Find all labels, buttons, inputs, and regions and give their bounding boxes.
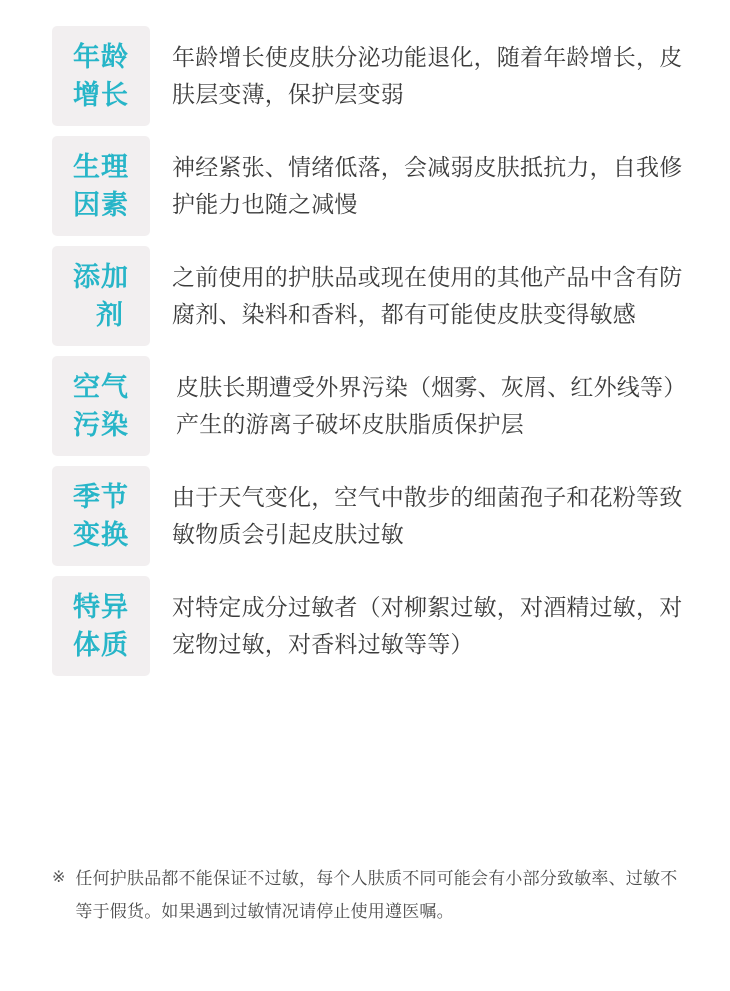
- list-item: [52, 576, 688, 676]
- item-tag: [52, 246, 150, 346]
- item-description-text: 皮肤长期遭受外界污染（烟雾、灰屑、红外线等）产生的游离子破坏皮肤脂质保护层: [176, 373, 675, 437]
- item-tag-line: 污染: [73, 410, 129, 440]
- item-description: [150, 26, 688, 126]
- item-tag-line: 体质: [73, 630, 129, 660]
- item-tag-line: 特异: [73, 591, 129, 622]
- item-description-text: 对特定成分过敏者（对柳絮过敏，对酒精过敏，对宠物过敏，对香料过敏等等）: [172, 593, 683, 657]
- item-tag-line: 因素: [73, 190, 129, 220]
- footnote-mark-icon: ※: [52, 869, 66, 886]
- item-description: [150, 356, 688, 456]
- item-description-text: 之前使用的护肤品或现在使用的其他产品中含有防腐剂、染料和香料，都有可能使皮肤变得敏感: [172, 263, 683, 327]
- item-description: [150, 246, 688, 346]
- item-description-text: 神经紧张、情绪低落，会减弱皮肤抵抗力，自我修护能力也随之减慢: [172, 153, 683, 217]
- list-item: [52, 136, 688, 236]
- cause-list: [52, 26, 688, 686]
- item-tag-line: 年龄: [73, 41, 129, 72]
- item-description-text: 由于天气变化，空气中散步的细菌孢子和花粉等致敏物质会引起皮肤过敏: [172, 483, 683, 547]
- item-tag: [52, 466, 150, 566]
- item-tag-line: 剂: [96, 300, 124, 330]
- item-tag: [52, 356, 150, 456]
- item-tag-line: 变换: [73, 520, 129, 550]
- list-item: [52, 26, 688, 126]
- footnote: [52, 862, 690, 928]
- item-tag-line: 季节: [73, 481, 129, 512]
- list-item: [52, 246, 688, 346]
- item-description: [150, 576, 688, 676]
- item-tag-line: 生理: [73, 151, 129, 182]
- item-description: [150, 136, 688, 236]
- list-item: [52, 356, 688, 456]
- list-item: [52, 466, 688, 566]
- item-description: [150, 466, 688, 566]
- item-description-text: 年龄增长使皮肤分泌功能退化，随着年龄增长，皮肤层变薄，保护层变弱: [172, 43, 683, 107]
- item-tag-line: 添加: [73, 261, 129, 292]
- footnote-text: 任何护肤品都不能保证不过敏，每个人肤质不同可能会有小部分致敏率、过敏不等于假货。如果遇到过敏情况请停止使用遵医嘱。: [75, 869, 678, 922]
- item-tag-line: 空气: [73, 371, 129, 402]
- item-tag: [52, 136, 150, 236]
- item-tag: [52, 576, 150, 676]
- item-tag-line: 增长: [73, 80, 129, 110]
- item-tag: [52, 26, 150, 126]
